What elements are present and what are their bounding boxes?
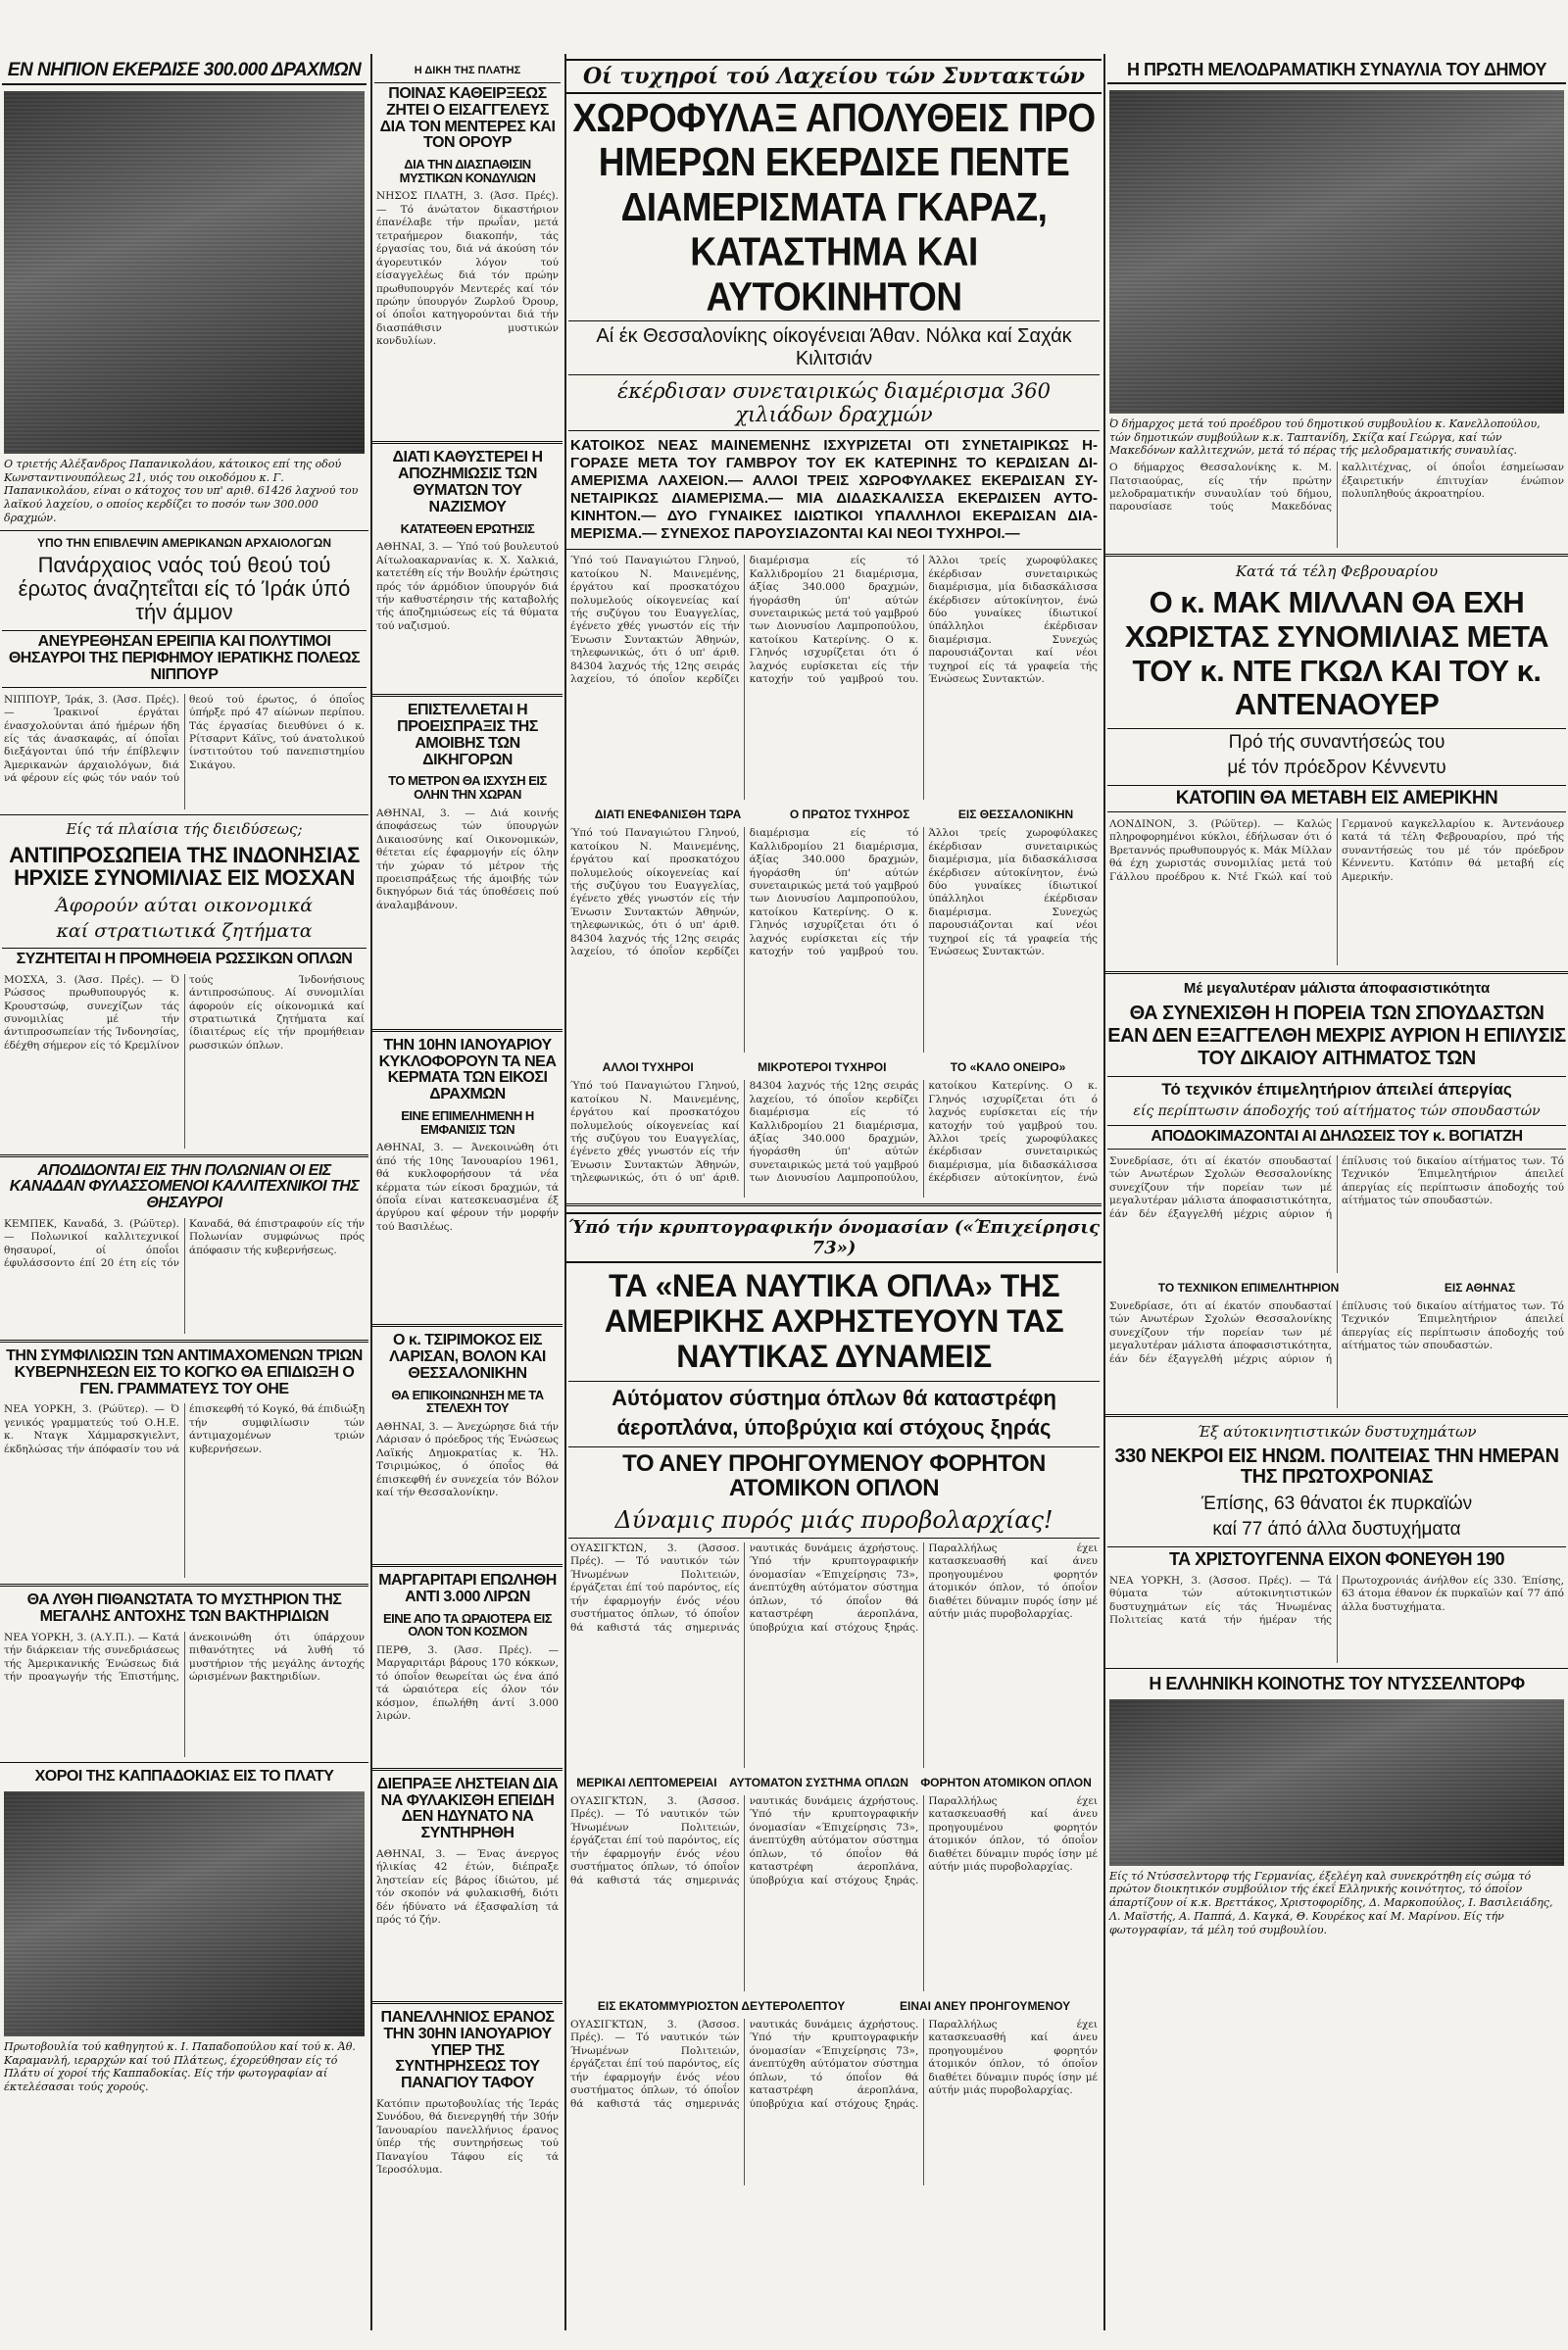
- story-body: Ο δήμαρχος Θεσσαλονίκης κ. Μ. Πατσιαούρας, είς τήν πρώτην μελοδραματικήν συναυλίαν τού δήμου, παρουσίασε τούς Μακεδόνας καλλιτέχνας, οί όποΐοι έσημείωσαν έξαιρετικήν έπιτυχίαν ένώπιον πολυπληθούς άκροατηρίου.: [1109, 462, 1564, 514]
- story-subheadline: καί 77 άπό άλλα δυστυχήματα: [1212, 1518, 1461, 1540]
- story-kicker: Ύπό τήν κρυπτογραφικήν όνομασίαν («Έπιχείρησις 73»): [566, 1212, 1102, 1263]
- section-subhead: ΕΙΣ ΑΘΗΝΑΣ: [1444, 1280, 1516, 1295]
- story-body: ΝΕΑ ΥΟΡΚΗ, 3. (Άσσοσ. Πρές). — Τά θύματα τών αύτοκινητιστικών δυστυχημάτων είς τάς Ήνωμένας Πολιτείας κατά τήν ήμέραν τής Πρωτοχρονιάς άνήλθον είς 330. Έπίσης, 63 άτομα έθανον έκ πυρκαϊών καί 77 άπό άλλα δυστυχήματα.: [1109, 1574, 1564, 1626]
- story-body: ΑΘΗΝΑΙ, 3. — Ύπό τού βουλευτού Αίτωλοακαρνανίας κ. Χ. Χαλκιά, κατετέθη είς τήν Βουλήν έρώτησις πρός τόν άρμόδιον ύπουργόν διά τήν καθυστέρησιν τής καταβολής τής άποζημιώσεως είς τά θύματα τού ναζισμού.: [376, 541, 559, 632]
- story-headline: ΑΝΕΥΡΕΘΗΣΑΝ ΕΡΕΙΠΙΑ ΚΑΙ ΠΟΛΥΤΙΜΟΙ ΘΗΣΑΥΡΟΙ ΤΗΣ ΠΕΡΙΦΗΜΟΥ ΙΕΡΑΤΙΚΗΣ ΠΟΛΕΩΣ ΝΙΠΠΟΥΡ: [2, 630, 367, 687]
- column-1: [0, 0, 368, 2350]
- main-subheadline: έκέρδισαν συνεταιρικώς διαμέρισμα 360 χιλιάδων δραχμών: [568, 374, 1100, 431]
- main-headline: ΧΩΡΟΦΥΛΑΞ ΑΠΟΛΥΘΕΙΣ ΠΡΟ ΗΜΕΡΩΝ ΕΚΕΡΔΙΣΕ ΠΕΝΤΕ ΔΙΑΜΕΡΙΣΜΑΤΑ ΓΚΑΡΑΖ, ΚΑΤΑΣΤΗΜΑ ΚΑΙ ΑΥΤΟΚΙΝΗΤΟΝ: [572, 95, 1096, 319]
- story-subheadline: Αύτόματον σύστημα όπλων θά καταστρέφη: [568, 1381, 1100, 1411]
- photo-title: ΧΟΡΟΙ ΤΗΣ ΚΑΠΠΑΔΟΚΙΑΣ ΕΙΣ ΤΟ ΠΛΑΤΥ: [34, 1768, 334, 1785]
- section-subhead: ΕΙΣ ΘΕΣΣΑΛΟΝΙΚΗΝ: [957, 808, 1074, 822]
- story-body: ΝΙΠΠΟΥΡ, Ίράκ, 3. (Άσσ. Πρές). — Ίρακινοί έργάται ένασχολούνται άπό ήμέρων ήδη είς τάς άνασκαφάς, αί όποΐαι διεξάγονται ύπό τήν έπίβλεψιν Άμερικανών άρχαιολόγων, διά νά φέρουν είς φώς τόν ναόν τού θεού τού έρωτος, ό όποΐος ύπήρξε πρό 47 αίώνων περίπου. Τάς έργασίας διευθύνει ό κ. Ρίτσαρντ Κάϊνς, τού άνατολικού ίνστιτούτου τού πανεπιστημίου Σικάγου.: [4, 693, 365, 785]
- section-subhead: ΕΙΝΑΙ ΑΝΕΥ ΠΡΟΗΓΟΥΜΕΝΟΥ: [899, 1999, 1071, 2014]
- lottery-winner-photo: [4, 91, 365, 454]
- story-kicker: Έξ αύτοκινητιστικών δυστυχημάτων: [1197, 1422, 1477, 1441]
- concert-photo: [1109, 90, 1564, 414]
- main-story-body-continued: Ύπό τού Παναγιώτου Γληνού, κατοίκου Ν. Μαινεμένης, έργάτου καί προσκατόχου πολυμελούς οίκογενείας καί τής συζύγου του Ευαγγελίας, έγένετο χθές γνωστόν είς τήν Ένωσιν Συντακτών Άθηνών, τηλεφωνικώς, ότι ό υπ' άριθ. 84304 λαχνός τής 12ης σειράς λαχείου, τό όποΐον κερδίζει διαμέρισμα είς τό Καλλιδρομίου 21 διαμέρισμα, άξίας 340.000 δραχμών, ήγοράσθη ύπ' αύτών συνεταιρικώς μετά τού γαμβρού των Διονυσίου Λαμπροπούλου, κατοίκου Κατερίνης. Ο κ. Γληνός ισχυρίζεται ότι ό λαχνός ευρίσκεται είς τήν κατοχήν τού γαμβρού του. Άλλοι τρείς χωροφύλακες έκέρδισαν συνεταιρικώς διαμέρισμα, μία διδασκάλισσα έκέρδισεν αύτοκίνητον, ένώ δύο γυναίκες ίδιωτικοί ύπάλληλοι έκέρδισαν διαμέρισμα. Συνεχώς παρουσιάζονται καί νέοι τυχηροί είς τά γραφεία τής Ένώσεως Συντακτών.: [570, 827, 1098, 958]
- story-kicker: Μέ μεγαλυτέραν μάλιστα άποφασιστικότητα: [1183, 979, 1491, 997]
- story-body: ΛΟΝΔΙΝΟΝ, 3. (Ρώϋτερ). — Καλώς πληροφορημένοι κύκλοι, έδήλωσαν ότι ό Βρεταννός πρωθυπουργός κ. Μάκ Μίλλαν θά έχη χωριστάς συνομιλίας μετά τού Γάλλου προέδρου κ. Ντέ Γκώλ καί τού Γερμανού καγκελλαρίου κ. Άντενάουερ κατά τά τέλη Φεβρουαρίου, πρό τής συναντήσεώς του μέ τόν πρόεδρον Κέννεντυ. Κατόπιν θά μεταβή είς Αμερικήν.: [1109, 817, 1564, 883]
- column-4: [1105, 0, 1568, 2350]
- story-headline: ΜΑΡΓΑΡΙΤΑΡΙ ΕΠΩΛΗΘΗ ΑΝΤΙ 3.000 ΛΙΡΩΝ: [378, 1571, 557, 1605]
- story-body: ΝΕΑ ΥΟΡΚΗ, 3. (Α.Υ.Π.). — Κατά τήν διάρκειαν τής συνεδριάσεως τής Άμερικανικής Ένώσεως διά τήν προαγωγήν τής Έπιστήμης, άνεκοινώθη ότι ύπάρχουν πιθανότητες νά λυθή τό μυστήριον τής μεγάλης άντοχής ώρισμένων βακτηριδίων.: [4, 1632, 365, 1684]
- story-headline: 330 ΝΕΚΡΟΙ ΕΙΣ ΗΝΩΜ. ΠΟΛΙΤΕΙΑΣ ΤΗΝ ΗΜΕΡΑΝ ΤΗΣ ΠΡΩΤΟΧΡΟΝΙΑΣ: [1114, 1444, 1559, 1488]
- story-subheadline: μέ τόν πρόεδρον Κέννεντυ: [1227, 758, 1446, 779]
- top-right-headline: Η ΠΡΩΤΗ ΜΕΛΟΔΡΑΜΑΤΙΚΗ ΣΥΝΑΥΛΙΑ ΤΟΥ ΔΗΜΟΥ: [1107, 61, 1566, 84]
- story-body: ΚΕΜΠΕΚ, Καναδά, 3. (Ρώϋτερ). — Πολωνικοί καλλιτεχνικοί θησαυροί, οί όποΐοι έφυλάσσοντο έπί 20 έτη είς τόν Καναδά, θά έπιστραφούν είς τήν Πολωνίαν συμφώνως πρός άπόφασιν τής κυβερνήσεως.: [4, 1218, 365, 1270]
- story-subheadline: ΔΙΑ ΤΗΝ ΔΙΑΣΠΑΘΙΣΙΝ ΜΥΣΤΙΚΩΝ ΚΟΝΔΥΛΙΩΝ: [399, 157, 536, 185]
- story-headline: ΚΑΤΟΠΙΝ ΘΑ ΜΕΤΑΒΗ ΕΙΣ ΑΜΕΡΙΚΗΝ: [1107, 785, 1566, 812]
- photo-caption: Πρωτοβουλία τού καθηγητού κ. Ι. Παπαδοπούλου καί τού κ. Άθ. Καραμανλή, ιεραρχών καί τού Πλάτεως, έχορεύθησαν είς τό Πλάτυ οί χοροί τής Καππαδοκίας. Είς τήν φωτογραφίαν αί έκτελέσασαι τούς χορούς.: [4, 2039, 356, 2094]
- main-subheadline: Αί έκ Θεσσαλονίκης οίκογένειαι Άθαν. Νόλκα καί Σαχάκ Κιλιτσιάν: [568, 320, 1100, 370]
- story-headline: ΤΑ «ΝΕΑ ΝΑΥΤΙΚΑ ΟΠΛΑ» ΤΗΣ ΑΜΕΡΙΚΗΣ ΑΧΡΗΣΤΕΥΟΥΝ ΤΑΣ ΝΑΥΤΙΚΑΣ ΔΥΝΑΜΕΙΣ: [604, 1268, 1064, 1374]
- photo-caption: Ό δήμαρχος μετά τού προέδρου τού δημοτικού συμβουλίου κ. Κανελλοπούλου, τών δημοτικών συμβούλων κ.κ. Ταπτανίδη, Σκίζα καί Γεώργα, καί τών Μακεδόνων καλλιτεχνών, μετά τό πέρας τής μελοδραματικής συναυλίας.: [1109, 416, 1541, 458]
- section-subhead: ΔΙΑΤΙ ΕΝΕΦΑΝΙΣΘΗ ΤΩΡΑ: [594, 808, 742, 822]
- story-body: ΟΥΑΣΙΓΚΤΩΝ, 3. (Άσσοσ. Πρές). — Τό ναυτικόν τών Ήνωμένων Πολιτειών, έργάζεται έπί τού παρόντος, είς τήν έφαρμογήν ένός νέου συστήματος όπλων, τό όποΐον θά καθιστά τάς σημερινάς ναυτικάς δυνάμεις άχρήστους. Ύπό τήν κρυπτογραφικήν όνομασίαν «Έπιχείρησις 73», άνεπτύχθη αύτόματον σύστημα όπλων, τό όποΐον θά καταστρέφη άεροπλάνα, ύποβρύχια καί στόχους ξηράς. Παραλλήλως έχει κατασκευασθή καί άνευ προηγουμένου φορητόν άτομικόν όπλον, τό όποΐον διαθέτει δύναμιν πυρός ίσην μέ αύτήν μιάς πυροβολαρχίας.: [570, 1542, 1098, 1634]
- story-subheadline: Δύναμις πυρός μιάς πυροβολαρχίας!: [568, 1506, 1100, 1539]
- section-subhead: ΜΕΡΙΚΑΙ ΛΕΠΤΟΜΕΡΕΙΑΙ: [576, 1776, 717, 1790]
- column-3-main: [566, 0, 1102, 2350]
- story-subheadline: Πανάρχαιος ναός τού θεού τού έρωτος άναζητεΐται είς τό Ίράκ ύπό τήν άμμον: [18, 552, 351, 625]
- greek-community-photo: [1109, 1699, 1564, 1866]
- story-kicker: Κατά τά τέλη Φεβρουαρίου: [1235, 563, 1439, 581]
- story-headline: ΤΟ ΑΝΕΥ ΠΡΟΗΓΟΥΜΕΝΟΥ ΦΟΡΗΤΟΝ ΑΤΟΜΙΚΟΝ ΟΠΛΟΝ: [568, 1446, 1100, 1500]
- story-headline: ΤΗΝ ΣΥΜΦΙΛΙΩΣΙΝ ΤΩΝ ΑΝΤΙΜΑΧΟΜΕΝΩΝ ΤΡΙΩΝ ΚΥΒΕΡΝΗΣΕΩΝ ΕΙΣ ΤΟ ΚΟΓΚΟ ΘΑ ΕΠΙΔΙΩΞΗ Ο ΓΕΝ. ΓΡΑΜΜΑΤΕΥΣ ΤΟΥ ΟΗΕ: [6, 1347, 363, 1397]
- main-story-body: Ύπό τού Παναγιώτου Γληνού, κατοίκου Ν. Μαινεμένης, έργάτου καί προσκατόχου πολυμελούς οίκογενείας καί τής συζύγου του Ευαγγελίας, έγένετο χθές γνωστόν είς τήν Ένωσιν Συντακτών Άθηνών, τηλεφωνικώς, ότι ό υπ' άριθ. 84304 λαχνός τής 12ης σειράς λαχείου, τό όποΐον κερδίζει διαμέρισμα είς τό Καλλιδρομίου 21 διαμέρισμα, άξίας 340.000 δραχμών, ήγοράσθη ύπ' αύτών συνεταιρικώς μετά τού γαμβρού των Διονυσίου Λαμπροπούλου, κατοίκου Κατερίνης. Ο κ. Γληνός ισχυρίζεται ότι ό λαχνός ευρίσκεται είς τήν κατοχήν τού γαμβρού του. Άλλοι τρείς χωροφύλακες έκέρδισαν συνεταιρικώς διαμέρισμα, μία διδασκάλισσα έκέρδισεν αύτοκίνητον, ένώ δύο γυναίκες ίδιωτικοί ύπάλληλοι έκέρδισαν διαμέρισμα. Συνεχώς παρουσιάζονται καί νέοι τυχηροί είς τά γραφεία τής Ένώσεως Συντακτών.: [570, 555, 1098, 686]
- story-subheadline: ΕΙΝΕ ΕΠΙΜΕΛΗΜΕΝΗ Η ΕΜΦΑΝΙΣΙΣ ΤΩΝ: [401, 1107, 534, 1137]
- section-subhead: ΑΛΛΟΙ ΤΥΧΗΡΟΙ: [602, 1060, 694, 1075]
- story-subheadline: καί στρατιωτικά ζητήματα: [56, 919, 313, 942]
- story-subheadline: ΚΑΤΑΤΕΘΕΝ ΕΡΩΤΗΣΙΣ: [400, 520, 535, 536]
- story-subheadline: ΕΙΝΕ ΑΠΟ ΤΑ ΩΡΑΙΟΤΕΡΑ ΕΙΣ ΟΛΟΝ ΤΟΝ ΚΟΣΜΟΝ: [382, 1610, 553, 1640]
- section-subhead: ΜΙΚΡΟΤΕΡΟΙ ΤΥΧΗΡΟΙ: [758, 1060, 887, 1075]
- story-body: Συνεδρίασε, ότι αί έκατόν σπουδασταί τών Ανωτέρων Σχολών Θεσσαλονίκης συνεχίζουν τήν πορείαν των μέ μεγαλυτέραν μάλιστα άποφασιστικότητα, έάν δέν έξαγγελθή μέχρις αύριον ή έπίλυσις τού δικαίου αίτήματος των. Τό Τεχνικόν Έπιμελητήριον άπειλεί άπεργίας είς περίπτωσιν άποδοχής τού αίτήματος τών σπουδαστών.: [1109, 1154, 1564, 1220]
- main-story-body-continued: Ύπό τού Παναγιώτου Γληνού, κατοίκου Ν. Μαινεμένης, έργάτου καί προσκατόχου πολυμελούς οίκογενείας καί τής συζύγου του Ευαγγελίας, έγένετο χθές γνωστόν είς τήν Ένωσιν Συντακτών Άθηνών, τηλεφωνικώς, ότι ό υπ' άριθ. 84304 λαχνός τής 12ης σειράς λαχείου, τό όποΐον κερδίζει διαμέρισμα είς τό Καλλιδρομίου 21 διαμέρισμα, άξίας 340.000 δραχμών, ήγοράσθη ύπ' αύτών συνεταιρικώς μετά τού γαμβρού των Διονυσίου Λαμπροπούλου, κατοίκου Κατερίνης. Ο κ. Γληνός ισχυρίζεται ότι ό λαχνός ευρίσκεται είς τήν κατοχήν τού γαμβρού του. Άλλοι τρείς χωροφύλακες έκέρδισαν συνεταιρικώς διαμέρισμα, μία διδασκάλισσα έκέρδισεν αύτοκίνητον, ένώ: [570, 1080, 1098, 1185]
- story-body: Κατόπιν πρωτοβουλίας τής Ίεράς Συνόδου, θά διενεργηθή τήν 30ήν Ίανουαρίου πανελλήνιος έρανος ύπέρ τής συντηρήσεως τού Παναγίου Τάφου είς τά Ίεροσόλυμα.: [376, 2097, 559, 2177]
- story-headline: ΕΠΙΣΤΕΛΛΕΤΑΙ Η ΠΡΟΕΙΣΠΡΑΞΙΣ ΤΗΣ ΑΜΟΙΒΗΣ ΤΩΝ ΔΙΚΗΓΟΡΩΝ: [397, 702, 538, 768]
- story-subheadline: ΤΟ ΜΕΤΡΟΝ ΘΑ ΙΣΧΥΣΗ ΕΙΣ ΟΛΗΝ ΤΗΝ ΧΩΡΑΝ: [388, 773, 547, 803]
- section-subhead: ΑΥΤΟΜΑΤΟΝ ΣΥΣΤΗΜΑ ΟΠΛΩΝ: [729, 1776, 908, 1790]
- story-kicker: Η ΔΙΚΗ ΤΗΣ ΠΛΑΤΗΣ: [414, 65, 521, 76]
- story-headline: ΠΑΝΕΛΛΗΝΙΟΣ ΕΡΑΝΟΣ ΤΗΝ 30ΗΝ ΙΑΝΟΥΑΡΙΟΥ ΥΠΕΡ ΤΗΣ ΣΥΝΤΗΡΗΣΕΩΣ ΤΟΥ ΠΑΝΑΓΙΟΥ ΤΑΦΟΥ: [380, 2008, 555, 2092]
- story-headline: ΠΟΙΝΑΣ ΚΑΘΕΙΡΞΕΩΣ ΖΗΤΕΙ Ο ΕΙΣΑΓΓΕΛΕΥΣ ΔΙΑ ΤΟΝ ΜΕΝΤΕΡΕΣ ΚΑΙ ΤΟΝ ΟΡΟΥΡ: [374, 82, 561, 152]
- story-subheadline: άεροπλάνα, ύποβρύχια καί στόχους ξηράς: [616, 1414, 1052, 1440]
- section-subhead: ΕΙΣ ΕΚΑΤΟΜΜΥΡΙΟΣΤΟΝ ΔΕΥΤΕΡΟΛΕΠΤΟΥ: [597, 1999, 846, 2014]
- story-body: ΑΘΗΝΑΙ, 3. — Άνεκοινώθη ότι άπό τής 10ης Ίανουαρίου 1961, θά κυκλοφορήσουν τά νέα κέρματα τών είκοσι δραχμών, τά όποΐα είναι κατεσκευασμένα έξ άργύρου καί φέρουν τήν μορφήν τού Βασιλέως.: [376, 1142, 559, 1233]
- column-2: [372, 0, 563, 2350]
- story-body-continued: ΟΥΑΣΙΓΚΤΩΝ, 3. (Άσσοσ. Πρές). — Τό ναυτικόν τών Ήνωμένων Πολιτειών, έργάζεται έπί τού παρόντος, είς τήν έφαρμογήν ένός νέου συστήματος όπλων, τό όποΐον θά καθιστά τάς σημερινάς ναυτικάς δυνάμεις άχρήστους. Ύπό τήν κρυπτογραφικήν όνομασίαν «Έπιχείρησις 73», άνεπτύχθη αύτόματον σύστημα όπλων, τό όποΐον θά καταστρέφη άεροπλάνα, ύποβρύχια καί στόχους ξηράς. Παραλλήλως έχει κατασκευασθή καί άνευ προηγουμένου φορητόν άτομικόν όπλον, τό όποΐον διαθέτει δύναμιν πυρός ίσην μέ αύτήν μιάς πυροβολαρχίας.: [570, 2019, 1098, 2110]
- section-subhead: ΤΟ «ΚΑΛΟ ΟΝΕΙΡΟ»: [950, 1060, 1066, 1075]
- section-subhead: ΤΟ ΤΕΧΝΙΚΟΝ ΕΠΙΜΕΛΗΤΗΡΙΟΝ: [1157, 1280, 1340, 1295]
- story-subheadline: Έπίσης, 63 θάνατοι έκ πυρκαϊών: [1200, 1493, 1473, 1514]
- story-headline: ΣΥΖΗΤΕΙΤΑΙ Η ΠΡΟΜΗΘΕΙΑ ΡΩΣΣΙΚΩΝ ΟΠΛΩΝ: [2, 948, 367, 968]
- story-headline: ΤΗΝ 10ΗΝ ΙΑΝΟΥΑΡΙΟΥ ΚΥΚΛΟΦΟΡΟΥΝ ΤΑ ΝΕΑ ΚΕΡΜΑΤΑ ΤΩΝ ΕΙΚΟΣΙ ΔΡΑΧΜΩΝ: [378, 1036, 557, 1103]
- story-subheadline: Άφορούν αύται οικονομικά: [55, 894, 314, 916]
- main-story-kicker: Οί τυχηροί τού Λαχείου τών Συντακτών: [566, 59, 1102, 94]
- section-subhead: ΦΟΡΗΤΟΝ ΑΤΟΜΙΚΟΝ ΟΠΛΟΝ: [920, 1776, 1092, 1790]
- story-headline: ΑΝΤΙΠΡΟΣΩΠΕΙΑ ΤΗΣ ΙΝΔΟΝΗΣΙΑΣ ΗΡΧΙΣΕ ΣΥΝΟΜΙΛΙΑΣ ΕΙΣ ΜΟΣΧΑΝ: [9, 842, 360, 890]
- story-headline: ΤΑ ΧΡΙΣΤΟΥΓΕΝΝΑ ΕΙΧΟΝ ΦΟΝΕΥΘΗ 190: [1107, 1546, 1566, 1569]
- story-headline: ΔΙΑΤΙ ΚΑΘΥΣΤΕΡΕΙ Η ΑΠΟΖΗΜΙΩΣΙΣ ΤΩΝ ΘΥΜΑΤΩΝ ΤΟΥ ΝΑΖΙΣΜΟΥ: [392, 449, 543, 515]
- story-kicker: ΥΠΟ ΤΗΝ ΕΠΙΒΛΕΨΙΝ ΑΜΕΡΙΚΑΝΩΝ ΑΡΧΑΙΟΛΟΓΩΝ: [37, 535, 331, 550]
- story-headline: ΑΠΟΔΙΔΟΝΤΑΙ ΕΙΣ ΤΗΝ ΠΟΛΩΝΙΑΝ ΟΙ ΕΙΣ ΚΑΝΑΔΑΝ ΦΥΛΑΣΣΟΜΕΝΟΙ ΚΑΛΛΙΤΕΧΝΙΚΟΙ ΤΗΣ ΘΗΣΑΥΡΟΙ: [9, 1161, 360, 1212]
- section-subhead: Ο ΠΡΩΤΟΣ ΤΥΧΗΡΟΣ: [789, 808, 910, 822]
- story-body: ΝΗΣΟΣ ΠΛΑΤΗ, 3. (Άσσ. Πρές). — Τό άνώτατον δικαστήριον έπανέλαβε τήν πρωΐαν, μετά τετραήμερον διακοπήν, τάς έργασίας του, διά νά άκούση τόν άγορευτικόν λόγον τού είσαγγελέως διά τόν πρώην πρωθυπουργόν Μεντερές καί τόν πρώην ύπουργόν Ζωρλού Όρουρ, οί όποΐοι κατηγορούνται διά τήν διασπάθισιν μυστικών κονδυλίων.: [376, 190, 559, 348]
- story-headline: ΑΠΟΔΟΚΙΜΑΖΟΝΤΑΙ ΑΙ ΔΗΛΩΣΕΙΣ ΤΟΥ κ. ΒΟΓΙΑΤΖΗ: [1107, 1125, 1566, 1150]
- main-lead: ΚΑΤΟΙΚΟΣ ΝΕΑΣ ΜΑΙΝΕΜΕΝΗΣ ΙΣΧΥΡΙΖΕΤΑΙ ΟΤΙ ΣΥΝΕΤΑΙΡΙΚΩΣ Η-ΓΟΡΑΣΕ ΜΕΤΑ ΤΟΥ ΓΑΜΒΡΟΥ ΤΟΥ ΕΚ ΚΑΤΕΡΙΝΗΣ ΤΟ ΚΕΡΔΙΣΑΝ ΔΙ-ΑΜΕΡΙΣΜΑ ΛΑΧΕΙΟΝ.— ΑΛΛΟΙ ΤΡΕΙΣ ΧΩΡΟΦΥΛΑΚΕΣ ΕΚΕΡΔΙΣΑΝ ΣΥ-ΝΕΤΑΙΡΙΚΩΣ ΔΙΑΜΕΡΙΣΜΑ.— ΜΙΑ ΔΙΔΑΣΚΑΛΙΣΣΑ ΕΚΕΡΔΙΣΕΝ ΑΥΤΟ-ΚΙΝΗΤΟΝ.— ΔΥΟ ΓΥΝΑΙΚΕΣ ΙΔΙΩΤΙΚΟΙ ΥΠΑΛΛΗΛΟΙ ΕΚΕΡΔΙΣΑΝ ΔΙΑ-ΜΕΡΙΣΜΑ.— ΣΥΝΕΧΟΣ ΠΑΡΟΥΣΙΑΖΟΝΤΑΙ ΚΑΙ ΝΕΟΙ ΤΥΧΗΡΟΙ.—: [570, 437, 1098, 543]
- story-headline: ΘΑ ΣΥΝΕΧΙΣΘΗ Η ΠΟΡΕΙΑ ΤΩΝ ΣΠΟΥΔΑΣΤΩΝ ΕΑΝ ΔΕΝ ΕΞΑΓΓΕΛΘΗ ΜΕΧΡΙΣ ΑΥΡΙΟΝ Η ΕΠΙΛΥΣΙΣ ΤΟΥ ΔΙΚΑΙΟΥ ΑΙΤΗΜΑΤΟΣ ΤΩΝ: [1107, 1002, 1566, 1069]
- story-body: ΠΕΡΘ, 3. (Άσσ. Πρές). — Μαργαριτάρι βάρους 170 κόκκων, τό όποΐον θεωρείται ώς ένα άπό τά ώραιότερα είς όλον τόν κόσμον, έπωλήθη άντί 3.000 λιρών.: [376, 1643, 559, 1722]
- story-body-continued: Συνεδρίασε, ότι αί έκατόν σπουδασταί τών Ανωτέρων Σχολών Θεσσαλονίκης συνεχίζουν τήν πορείαν των μέ μεγαλυτέραν μάλιστα άποφασιστικότητα, έάν δέν έξαγγελθή μέχρις αύριον ή έπίλυσις τού δικαίου αίτήματος των. Τό Τεχνικόν Έπιμελητήριον άπειλεί άπεργίας είς περίπτωσιν άποδοχής τού αίτήματος τών σπουδαστών.: [1109, 1299, 1564, 1365]
- story-subheadline: Πρό τής συναντήσεώς του: [1107, 728, 1566, 754]
- top-left-headline: ΕΝ ΝΗΠΙΟΝ ΕΚΕΡΔΙΣΕ 300.000 ΔΡΑΧΜΩΝ: [2, 61, 367, 85]
- story-kicker: Είς τά πλαίσια τής διειδύσεως;: [66, 819, 303, 838]
- story-body: ΜΟΣΧΑ, 3. (Άσσ. Πρές). — Ό Ρώσσος πρωθυπουργός κ. Κρουστσώφ, συνεχίζων τάς συνομιλίας μέ τήν άντιπροσωπείαν τής Ίνδονησίας, έδέχθη σήμερον είς τό Κρεμλίνον τούς Ίνδονήσιους άντιπροσώπους. Αί συνομιλίαι άφορούν είς οίκονομικά καί στρατιωτικά ζητήματα καί ίδιαιτέρως είς τήν προμήθειαν ρωσσικών όπλων.: [4, 973, 365, 1052]
- story-headline: Ο κ. ΜΑΚ ΜΙΛΛΑΝ ΘΑ ΕΧΗ ΧΩΡΙΣΤΑΣ ΣΥΝΟΜΙΛΙΑΣ ΜΕΤΑ ΤΟΥ κ. ΝΤΕ ΓΚΩΛ ΚΑΙ ΤΟΥ κ. ΑΝΤΕΝΑΟΥΕΡ: [1124, 585, 1549, 722]
- cappadocia-dances-photo: [4, 1791, 365, 2036]
- photo-caption: Είς τό Ντύσσελντορφ τής Γερμανίας, έξελέγη καλ συνεκρότηθη είς σώμα τό πρώτον διοικητικόν συμβούλιον τής έκεΐ Ελληνικής κοινότητος, τό όποΐον άπαρτίζουν οί κ.κ. Βρεττάκος, Χριστοφορίδης, Δ. Μαρκοπούλος, Ι. Βασιλειάδης, Λ. Μαϊστής, Α. Παππά, Δ. Καγκά, Θ. Κουρέκος καί Μ. Μαρίνου. Είς τήν φωτογραφίαν, τά μέλη τού συμβουλίου.: [1109, 1869, 1553, 1936]
- story-body: ΑΘΗΝΑΙ, 3. — Ένας άνεργος ήλικίας 42 έτών, διέπραξε ληστείαν είς βάρος ίδιώτου, μέ τόν σκοπόν νά φυλακισθή, διότι δέν ήδύνατο νά έξασφαλίση τά πρός τό ζήν.: [376, 1847, 559, 1927]
- story-body-continued: ΟΥΑΣΙΓΚΤΩΝ, 3. (Άσσοσ. Πρές). — Τό ναυτικόν τών Ήνωμένων Πολιτειών, έργάζεται έπί τού παρόντος, είς τήν έφαρμογήν ένός νέου συστήματος όπλων, τό όποΐον θά καθιστά τάς σημερινάς ναυτικάς δυνάμεις άχρήστους. Ύπό τήν κρυπτογραφικήν όνομασίαν «Έπιχείρησις 73», άνεπτύχθη αύτόματον σύστημα όπλων, τό όποΐον θά καταστρέφη άεροπλάνα, ύποβρύχια καί στόχους ξηράς. Παραλλήλως έχει κατασκευασθή καί άνευ προηγουμένου φορητόν άτομικόν όπλον, τό όποΐον διαθέτει δύναμιν πυρός ίσην μέ αύτήν μιάς πυροβολαρχίας.: [570, 1795, 1098, 1886]
- story-subheadline: ΘΑ ΕΠΙΚΟΙΝΩΝΗΣΗ ΜΕ ΤΑ ΣΤΕΛΕΧΗ ΤΟΥ: [391, 1387, 544, 1416]
- story-subheadline: είς περίπτωσιν άποδοχής τού αίτήματος τών σπουδαστών: [1133, 1102, 1541, 1119]
- photo-caption: Ο τριετής Αλέξανδρος Παπανικολάου, κάτοικος επί της οδού Κωνσταντινουπόλεως 21, υιός του οικοδόμου κ. Γ. Παπανικολάου, είναι ο κάτοχος του υπ' αριθ. 61426 λαχνού του λαϊκού λαχείου, ο οποίος κερδίζει το ποσόν των 300.000 δραχμών.: [4, 457, 359, 524]
- story-headline: Ο κ. ΤΣΙΡΙΜΟΚΟΣ ΕΙΣ ΛΑΡΙΣΑΝ, ΒΟΛΟΝ ΚΑΙ ΘΕΣΣΑΛΟΝΙΚΗΝ: [389, 1332, 546, 1382]
- story-body: ΝΕΑ ΥΟΡΚΗ, 3. (Ρώϋτερ). — Ό γενικός γραμματεύς τού Ο.Η.Ε. κ. Νταγκ Χάμμαρσκγιελντ, έκδηλώσας τήν άπόφασίν του νά έπισκεφθή τό Κογκό, θά έπιδιώξη τήν συμφιλίωσιν τών άντιμαχομένων τριών κυβερνήσεων.: [4, 1403, 365, 1455]
- story-body: ΑΘΗΝΑΙ, 3. — Άνεχώρησε διά τήν Λάρισαν ό πρόεδρος τής Ένώσεως Λαϊκής Δημοκρατίας κ. Ήλ. Τσιριμώκος, ό όποΐος θά έπισκεφθή έν συνεχεία τόν Βόλον καί τήν Θεσσαλονίκην.: [376, 1420, 559, 1499]
- story-subheadline: Τό τεχνικόν έπιμελητήριον άπειλεί άπεργίας: [1107, 1076, 1566, 1100]
- story-body: ΑΘΗΝΑΙ, 3. — Διά κοινής άποφάσεως τών ύπουργών Δικαιοσύνης καί Οικονομικών, θέτεται είς έφαρμογήν είς όλην τήν χώραν τό μέτρον τής προεισπράξεως τής άμοιβής τών δικηγόρων διά τάς ύποθέσεις πού άναλαμβάνουν.: [376, 807, 559, 911]
- story-headline: ΔΙΕΠΡΑΞΕ ΛΗΣΤΕΙΑΝ ΔΙΑ ΝΑ ΦΥΛΑΚΙΣΘΗ ΕΠΕΙΔΗ ΔΕΝ ΗΔΥΝΑΤΟ ΝΑ ΣΥΝΤΗΡΗΘΗ: [376, 1775, 559, 1842]
- photo-title: Η ΕΛΛΗΝΙΚΗ ΚΟΙΝΟΤΗΣ ΤΟΥ ΝΤΥΣΣΕΛΝΤΟΡΦ: [1149, 1673, 1525, 1693]
- story-headline: ΘΑ ΛΥΘΗ ΠΙΘΑΝΩΤΑΤΑ ΤΟ ΜΥΣΤΗΡΙΟΝ ΤΗΣ ΜΕΓΑΛΗΣ ΑΝΤΟΧΗΣ ΤΩΝ ΒΑΚΤΗΡΙΔΙΩΝ: [26, 1591, 342, 1626]
